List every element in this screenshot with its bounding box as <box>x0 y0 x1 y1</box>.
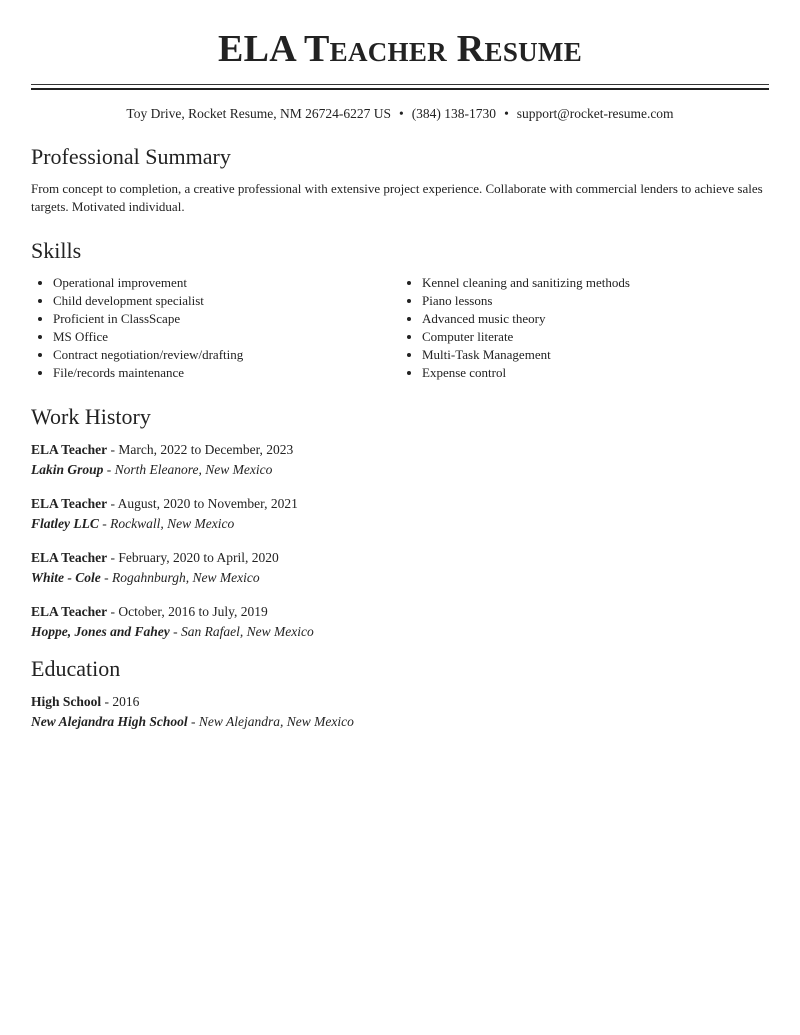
job-location: North Eleanore, New Mexico <box>114 462 273 477</box>
job-company: Flatley LLC <box>31 516 99 531</box>
job-entry <box>31 440 769 480</box>
skill-item: • Advanced music theory <box>422 310 769 328</box>
skills-column-left <box>31 274 400 382</box>
skill-item: • File/records maintenance <box>53 364 400 382</box>
dash: - <box>169 624 182 639</box>
skills-column-right <box>400 274 769 382</box>
dash: - <box>107 604 119 619</box>
education-location: New Alejandra, New Mexico <box>198 714 354 729</box>
education-entry <box>31 692 769 732</box>
job-entry <box>31 548 769 588</box>
skill-item: • Kennel cleaning and sanitizing methods <box>422 274 769 292</box>
contact-phone: (384) 138-1730 <box>411 106 497 121</box>
dash: - <box>98 516 111 531</box>
education-school: New Alejandra High School <box>31 714 188 729</box>
job-company: Lakin Group <box>31 462 104 477</box>
dash: - <box>187 714 199 729</box>
job-title: ELA Teacher <box>31 442 108 457</box>
skill-item: • Child development specialist <box>53 292 400 310</box>
skill-item: • Proficient in ClassScape <box>53 310 400 328</box>
job-location: Rogahnburgh, New Mexico <box>112 570 260 585</box>
job-title: ELA Teacher <box>31 604 108 619</box>
contact-email: support@rocket-resume.com <box>516 106 674 121</box>
skill-item: • Contract negotiation/review/drafting <box>53 346 400 364</box>
job-location: San Rafael, New Mexico <box>181 624 314 639</box>
skill-item: • Multi-Task Management <box>422 346 769 364</box>
work-heading: Work History <box>31 404 151 429</box>
education-heading: Education <box>31 656 121 681</box>
work-history-list <box>31 440 769 642</box>
skill-item: • Computer literate <box>422 328 769 346</box>
education-year: 2016 <box>112 694 140 709</box>
job-dates: August, 2020 to November, 2021 <box>117 496 298 511</box>
job-title: ELA Teacher <box>31 550 108 565</box>
skill-item: • Expense control <box>422 364 769 382</box>
dash: - <box>103 462 115 477</box>
job-location: Rockwall, New Mexico <box>110 516 235 531</box>
job-company: White - Cole <box>31 570 101 585</box>
dash: - <box>101 694 113 709</box>
summary-text: From concept to completion, a creative professional with extensive project experience. Collaborate with commercial lenders to achieve sales targets. Motivated individual. <box>31 181 763 214</box>
contact-address: Toy Drive, Rocket Resume, NM 26724-6227 US <box>126 106 391 121</box>
contact-separator: • <box>504 106 509 121</box>
dash: - <box>107 550 119 565</box>
job-dates: February, 2020 to April, 2020 <box>118 550 279 565</box>
skills-heading: Skills <box>31 238 82 263</box>
skill-item: • Piano lessons <box>422 292 769 310</box>
job-company: Hoppe, Jones and Fahey <box>31 624 170 639</box>
job-dates: March, 2022 to December, 2023 <box>118 442 294 457</box>
contact-separator: • <box>398 106 404 121</box>
dash: - <box>107 496 118 511</box>
summary-heading: Professional Summary <box>31 144 231 169</box>
resume-title: ELA Teacher Resume <box>217 28 583 70</box>
education-degree: High School <box>31 694 102 709</box>
contact-line <box>31 106 769 122</box>
skill-item: • Operational improvement <box>53 274 400 292</box>
job-entry <box>31 494 769 534</box>
job-entry <box>31 602 769 642</box>
skills-list <box>31 274 769 382</box>
title-divider <box>31 84 769 90</box>
dash: - <box>107 442 119 457</box>
job-title: ELA Teacher <box>31 496 108 511</box>
skill-item: • MS Office <box>53 328 400 346</box>
dash: - <box>100 570 112 585</box>
job-dates: October, 2016 to July, 2019 <box>118 604 268 619</box>
